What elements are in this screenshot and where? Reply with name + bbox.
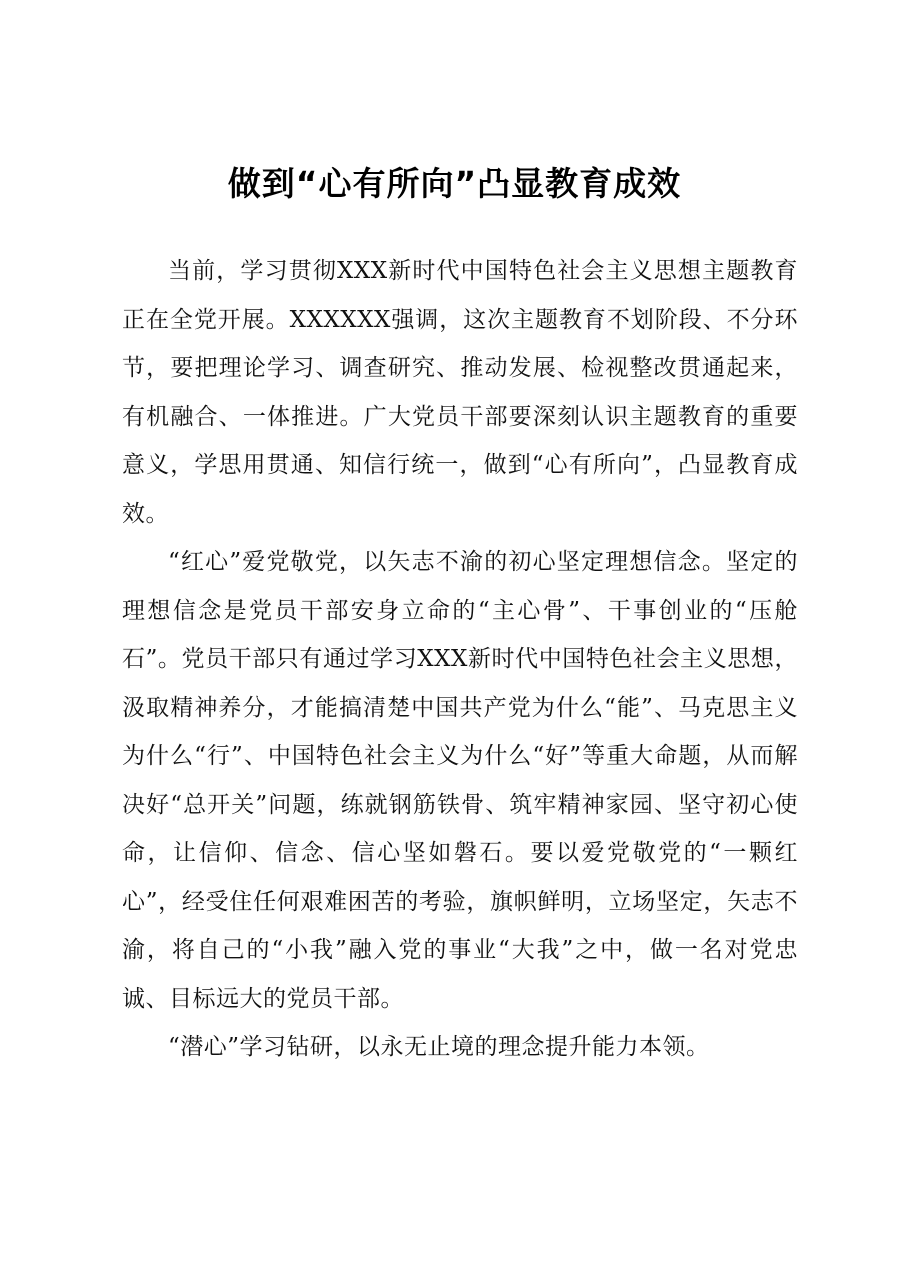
paragraph-2: “红心”爱党敬党，以矢志不渝的初心坚定理想信念。坚定的理想信念是党员干部安身立命的“主心骨”、干事创业的“压舱石”。党员干部只有通过学习XXX新时代中国特色社会主义思想，汲取精神养分，才能搞清楚中国共产党为什么“能”、马克思主义为什么“行”、中国特色社会主义为什么“好”等重大命题，从而解决好“总开关”问题，练就钢筋铁骨、筑牢精神家园、坚守初心使命，让信仰、信念、信心坚如磐石。要以爱党敬党的“一颗红心”，经受住任何艰难困苦的考验，旗帜鲜明，立场坚定，矢志不渝，将自己的“小我”融入党的事业“大我”之中，做一名对党忠诚、目标远大的党员干部。 [122, 549, 798, 1012]
document-body [122, 247, 798, 1072]
paragraph-1: 当前，学习贯彻XXX新时代中国特色社会主义思想主题教育正在全党开展。XXXXXX强调，这次主题教育不划阶段、不分环节，要把理论学习、调查研究、推动发展、检视整改贯通起来，有机融合、一体推进。广大党员干部要深刻认识主题教育的重要意义，学思用贯通、知信行统一，做到“心有所向”，凸显教育成效。 [122, 258, 798, 527]
paragraph-3: “潜心”学习钻研，以永无止境的理念提升能力本领。 [168, 1034, 710, 1060]
document-title: 做到“心有所向”凸显教育成效 [227, 164, 682, 203]
